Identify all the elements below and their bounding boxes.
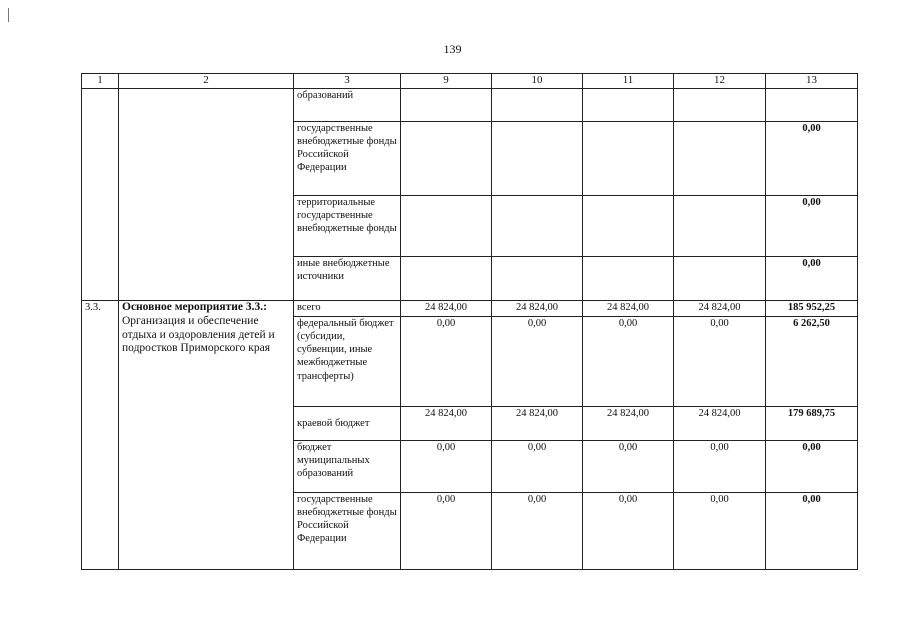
activity-title: Основное мероприятие 3.3.: (122, 301, 267, 313)
total-cell: 0,00 (766, 441, 858, 493)
value-cell (674, 122, 766, 196)
value-cell: 0,00 (674, 317, 766, 407)
value-cell: 0,00 (583, 317, 674, 407)
value-cell (492, 122, 583, 196)
margin-mark (8, 8, 9, 22)
value-cell: 24 824,00 (492, 301, 583, 317)
value-cell (401, 89, 492, 122)
source-label: государственные внебюджетные фонды Российской Федерации (294, 493, 401, 570)
header-cell: 10 (492, 74, 583, 89)
total-cell: 0,00 (766, 122, 858, 196)
header-cell: 2 (119, 74, 294, 89)
source-label: бюджет муниципальных образований (294, 441, 401, 493)
table-row (82, 89, 858, 122)
value-cell: 0,00 (583, 493, 674, 570)
value-cell: 0,00 (401, 493, 492, 570)
source-label: краевой бюджет (294, 407, 401, 441)
activity-text: Организация и обеспечение отдыха и оздоровления детей и подростков Приморского края (122, 314, 275, 355)
value-cell: 0,00 (492, 493, 583, 570)
value-cell (583, 122, 674, 196)
value-cell (492, 257, 583, 301)
header-cell: 9 (401, 74, 492, 89)
total-cell: 179 689,75 (766, 407, 858, 441)
value-cell (583, 257, 674, 301)
value-cell (674, 257, 766, 301)
value-cell (401, 122, 492, 196)
total-cell: 6 262,50 (766, 317, 858, 407)
value-cell (674, 196, 766, 257)
value-cell: 24 824,00 (492, 407, 583, 441)
total-cell: 185 952,25 (766, 301, 858, 317)
source-label: иные внебюджетные источники (294, 257, 401, 301)
value-cell (583, 89, 674, 122)
source-label: территориальные государственные внебюджетные фонды (294, 196, 401, 257)
value-cell: 0,00 (492, 317, 583, 407)
value-cell: 24 824,00 (401, 407, 492, 441)
budget-table (81, 73, 858, 570)
value-cell: 24 824,00 (583, 407, 674, 441)
value-cell: 0,00 (583, 441, 674, 493)
value-cell (492, 196, 583, 257)
value-cell: 24 824,00 (583, 301, 674, 317)
activity-number: 3.3. (82, 301, 119, 570)
value-cell (492, 89, 583, 122)
value-cell: 0,00 (674, 441, 766, 493)
value-cell: 24 824,00 (674, 301, 766, 317)
source-label: государственные внебюджетные фонды Российской Федерации (294, 122, 401, 196)
value-cell: 0,00 (492, 441, 583, 493)
number-cell-empty (82, 89, 119, 301)
value-cell (674, 89, 766, 122)
header-cell: 11 (583, 74, 674, 89)
description-cell-empty (119, 89, 294, 301)
page-number: 139 (443, 42, 462, 56)
header-cell: 1 (82, 74, 119, 89)
table-header-row (82, 74, 858, 89)
source-label: всего (294, 301, 401, 317)
total-cell: 0,00 (766, 196, 858, 257)
total-cell: 0,00 (766, 493, 858, 570)
total-cell: 0,00 (766, 257, 858, 301)
total-cell (766, 89, 858, 122)
value-cell: 0,00 (401, 441, 492, 493)
table-row (82, 301, 858, 317)
header-cell: 3 (294, 74, 401, 89)
value-cell: 0,00 (674, 493, 766, 570)
value-cell: 24 824,00 (401, 301, 492, 317)
value-cell: 0,00 (401, 317, 492, 407)
value-cell (401, 196, 492, 257)
value-cell (583, 196, 674, 257)
source-label: образований (294, 89, 401, 122)
header-cell: 12 (674, 74, 766, 89)
value-cell (401, 257, 492, 301)
header-cell: 13 (766, 74, 858, 89)
source-label: федеральный бюджет (субсидии, субвенции, иные межбюджетные трансферты) (294, 317, 401, 407)
activity-description (119, 301, 294, 570)
value-cell: 24 824,00 (674, 407, 766, 441)
